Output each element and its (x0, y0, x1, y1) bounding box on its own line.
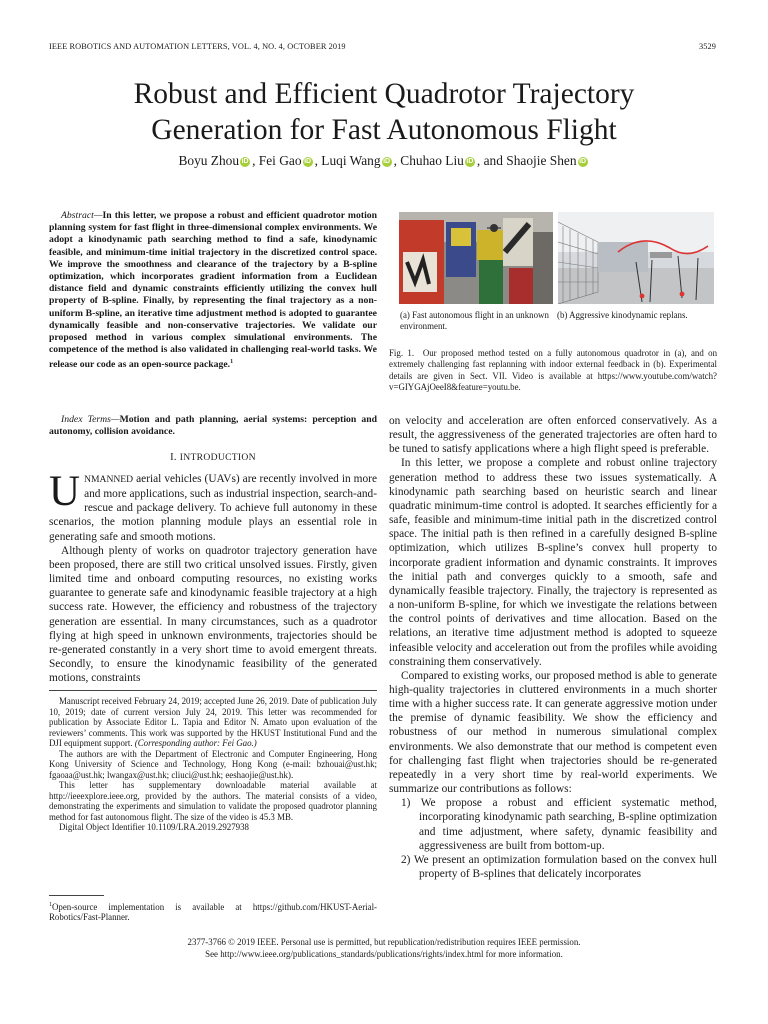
contribution-list (389, 796, 717, 881)
running-header: IEEE ROBOTICS AND AUTOMATION LETTERS, VOL. 4, NO. 4, OCTOBER 2019 (49, 42, 346, 51)
list-item: 1) We propose a robust and efficient systematic method, incorporating kinodynamic path searching, B-spline optimization and time adjustment, where safety, dynamic feasibility and aggressiveness are built from bottom-up. (401, 797, 717, 852)
figure-subcaption-b: (b) Aggressive kinodynamic replans. (557, 310, 688, 320)
affiliation-note: The authors are with the Department of Electronic and Computer Engineering, Hong Kong University of Science and Technology, Hong Kong (e-mail: bzhouai@ust.hk; fgaoaa@ust.hk; lwangax@ust.hk; cliuci@ust.hk; eeshaojie@ust.hk). (49, 748, 377, 780)
figure-photo-b (558, 212, 714, 304)
paper-title (0, 76, 768, 148)
orcid-icon[interactable]: iD (241, 158, 249, 165)
code-footnote: $^1$Open-source implementation is available at https://github.com/HKUST-Aerial-Robotics/Fast-Planner. (49, 901, 377, 923)
body-paragraph: on velocity and acceleration are often enforced conservatively. As a result, the aggressiveness of the generated trajectories are often hard to be tuned to satisfy applications where a high flight speed is preferable. (389, 415, 717, 456)
orcid-icon[interactable]: iD (304, 158, 312, 165)
list-item: 2) We present an optimization formulation based on the convex hull property of B-splines that delicately incorporates (401, 853, 717, 880)
index-terms: Index Terms—Motion and path planning, aerial systems: perception and autonomy, collision avoidance. (49, 414, 377, 438)
orcid-icon[interactable]: iD (466, 158, 474, 165)
body-paragraph: In this letter, we propose a complete and robust online trajectory generation method to address these two issues systematically. A kinodynamic path searching based on heuristic search and linear quadratic minimum-time control is adopted. It searches efficiently for a safe, feasible and minimum-time initial path in the discretized control space. The initial path is then refined in a carefully designed B-spline optimization, which utilizes B-spline’s convex hull property to incorporate gradient information and dynamic constraints. It improves the initial path and converges quickly to a smooth, safe and dynamically feasible trajectory. Finally, the trajectory is represented as a non-uniform B-spline, for which we investigate the relations between the control points of derivatives and time allocation. Based on the relations, an iterative time adjustment method is adopted to squeeze infeasible velocity and acceleration out from the profiles while avoiding constraining them conservatively. (389, 457, 717, 668)
copyright-line-2: See http://www.ieee.org/publications_standards/publications/rights/index.html for more information. (205, 948, 563, 959)
copyright-line-1: 2377-3766 © 2019 IEEE. Personal use is permitted, but republication/redistribution requires IEEE permission. (187, 937, 581, 947)
author-list: Boyu Zhou iD , Fei Gao iD , Luqi Wang iD , Chuhao Liu iD , and Shaojie Shen iD (178, 153, 587, 168)
supplementary-note: This letter has supplementary downloadable material available at http://ieeexplore.ieee.org, provided by the authors. The material consists of a video, demonstrating the experiments and simulation to validate the proposed quadrotor planning method for fast autonomous flight. The size of the video is 45.3 MB. (49, 780, 377, 822)
section-number: I. (170, 452, 177, 463)
author-name: Luqi Wang (321, 153, 381, 168)
orcid-icon[interactable]: iD (383, 158, 391, 165)
abstract: Abstract—In this letter, we propose a robust and efficient quadrotor motion planning system for fast flight in three-dimensional complex environments. We adopt a kinodynamic path searching method to find a safe, kinodynamic feasible, and minimum-time initial trajectory in the discretized control space. We improve the smoothness and clearance of the trajectory by a B-spline optimization, which incorporates gradient information from a Euclidean distance field and dynamic constraints efficiently utilizing the convex hull property of B-spline. Finally, by representing the final trajectory as a non-uniform B-spline, an iterative time adjustment method is adopted to guarantee dynamically feasible and non-conservative trajectories. We validate our proposed method in various complex simulational environments. The competence of the method is also validated in challenging real-world tasks. We release our code as an open-source package.$^1$ (49, 210, 377, 371)
abstract-text: In this letter, we propose a robust and efficient quadrotor motion planning system for fast flight in three-dimensional complex environments. We adopt a kinodynamic path searching method to find a safe, kinodynamic feasible, and minimum-time initial trajectory in the discretized control space. We improve the smoothness and clearance of the trajectory by a B-spline optimization, which incorporates gradient information from a Euclidean distance field and dynamic constraints efficiently utilizing the convex hull property of B-spline. Finally, by representing the final trajectory as a non-uniform B-spline, an iterative time adjustment method is adopted to guarantee dynamically feasible and non-conservative trajectories. We validate our proposed method in various complex simulational environments. The competence of the method is also validated in challenging real-world tasks. We release our code as an open-source package. (49, 210, 377, 371)
footnote-mark: 1 (230, 359, 234, 366)
figure-caption-label: Fig. 1. (389, 348, 415, 358)
author-name: Chuhao Liu (400, 153, 464, 168)
intro-paragraph: UNMANNED aerial vehicles (UAVs) are recently involved in more and more applications, such as industrial inspection, search-and-rescue and package delivery. To achieve full autonomy in these scenarios, the motion planning module plays an essential role in generating safe and smooth motions. (49, 468, 377, 543)
code-link[interactable]: Open-source implementation is available at https://github.com/HKUST-Aerial-Robotics/Fast-Planner. (49, 901, 377, 923)
title-line-1: Robust and Efficient Quadrotor Trajectory (133, 78, 635, 110)
footnote-rule (49, 690, 377, 691)
author-name: and Shaojie Shen (483, 153, 577, 168)
manuscript-note: Manuscript received February 24, 2019; accepted June 26, 2019. Date of publication July 10, 2019; date of current version July 24, 2019. This letter was recommended for publication by Associate Editor L. Tapia and Editor N. Amato upon evaluation of the reviewers’ comments. This work was supported by the HKUST Institutional Fund and the DJI equipment support. (Corresponding author: Fei Gao.) (49, 696, 377, 748)
author-name: Fei Gao (258, 153, 302, 168)
index-terms-text: Motion and path planning, aerial systems: perception and autonomy, collision avoidance. (49, 414, 377, 438)
drop-cap: U (49, 468, 81, 515)
intro-paragraph: Although plenty of works on quadrotor trajectory generation have been proposed, there are still two critical unsolved issues. Firstly, given limited time and onboard computing resources, no existing works guarantee to generate safe and kinodynamic feasible trajectory at a high success rate. However, the efficiency and robustness of the trajectory generation are essential. In many circumstances, such as a quadrotor flying at high speed in unknown environments, trajectories should be re-generated constantly in a very short time to avoid emergent threats. Secondly, to ensure the kinodynamic feasibility of the generated motions, constraints (49, 544, 377, 685)
figure-subcaption-a: (a) Fast autonomous flight in an unknown environment. (400, 310, 549, 331)
introduction-body (49, 468, 377, 685)
intro-lead-word: NMANNED (84, 474, 134, 485)
abstract-label: Abstract (61, 210, 94, 221)
doi-note: Digital Object Identifier 10.1109/LRA.2019.2927938 (59, 822, 249, 832)
figure-caption-text: Our proposed method tested on a fully autonomous quadrotor in (a), and on extremely challenging fast replanning with indoor external feedback in (b). Experimental details are given in Sect. VII. Video is available at https://www.youtube.com/watch?v=GIYGAjOeeI8&feature=youtu.be. (389, 348, 718, 392)
right-column-body (389, 414, 717, 881)
page-number: 3529 (699, 42, 716, 51)
orcid-icon[interactable]: iD (579, 158, 587, 165)
body-paragraph: Compared to existing works, our proposed method is able to generate high-quality trajectories in cluttered environments in a much shorter time with a higher success rate. It can generate aggressive motion under the premise of dynamic feasibility. We show the efficiency and robustness of our method in numerous simulational complex environments. We also demonstrate that our method is competent even for challenging fast flight when trajectories should be re-generated repeatedly in a very short time by real-world experiments. We summarize our contributions as follows: (389, 669, 717, 796)
footnotes (49, 696, 377, 833)
section-heading (49, 452, 377, 463)
author-name: Boyu Zhou (178, 153, 240, 168)
section-title: INTRODUCTION (179, 452, 256, 463)
figure-photo-a (399, 212, 553, 304)
title-line-2: Generation for Fast Autonomous Flight (151, 114, 617, 146)
index-terms-label: Index Terms (61, 414, 111, 425)
footnote-rule-short (49, 895, 104, 896)
copyright-notice (0, 937, 768, 960)
figure-caption (389, 348, 717, 393)
